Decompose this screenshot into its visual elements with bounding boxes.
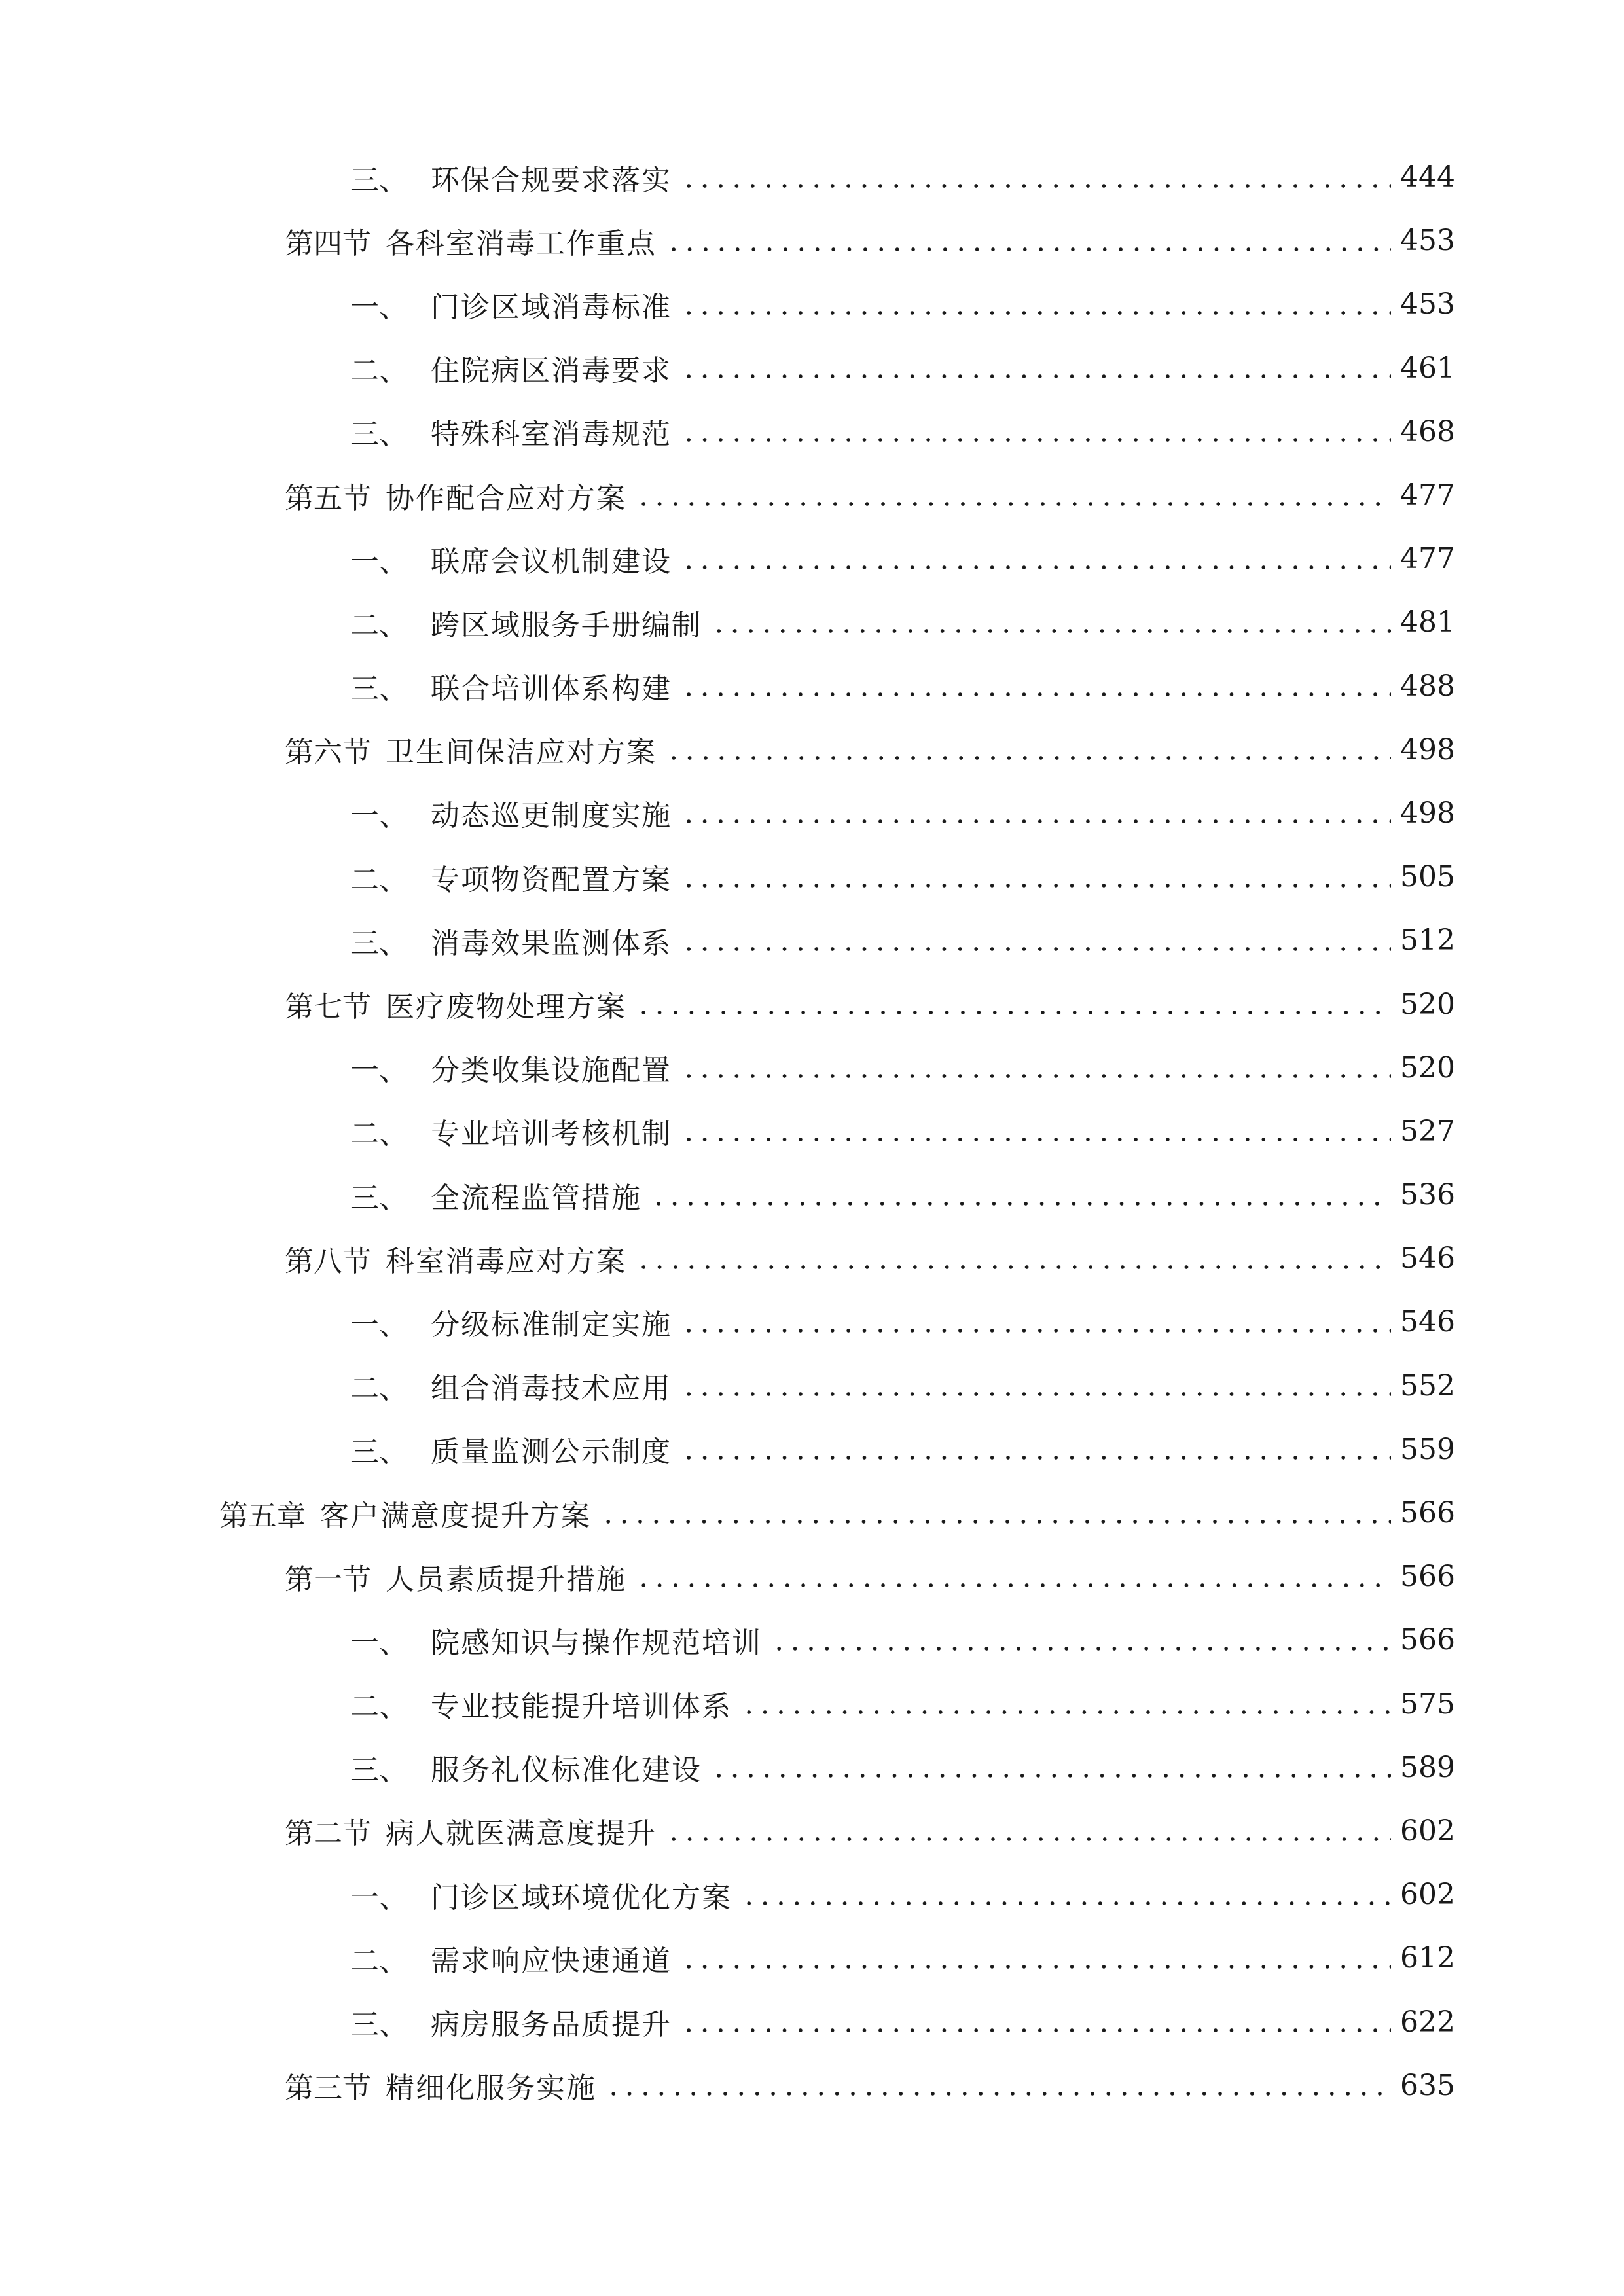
toc-entry-title: 动态巡更制度实施: [431, 799, 672, 833]
dot-leader: [636, 1244, 1391, 1273]
toc-entry-title: 医疗废物处理方案: [386, 990, 626, 1024]
toc-entry-page-number: 589: [1400, 1750, 1455, 1784]
toc-entry-page-number: 498: [1400, 796, 1455, 830]
dot-leader: [681, 863, 1391, 891]
dot-leader: [681, 926, 1391, 955]
toc-entry-page-number: 453: [1400, 224, 1455, 258]
toc-entry-number: 第七节: [285, 990, 371, 1024]
toc-entry-number: 一、: [350, 799, 408, 833]
dot-leader: [681, 1308, 1391, 1336]
dot-leader: [651, 1181, 1391, 1210]
toc-entry[interactable]: [0, 1926, 1624, 1990]
toc-entry-page-number: 468: [1400, 414, 1455, 448]
toc-entry-page-number: 520: [1400, 987, 1455, 1021]
dot-leader: [636, 481, 1391, 510]
toc-entry[interactable]: [0, 718, 1624, 781]
toc-entry-number: 第五节: [285, 481, 371, 515]
toc-entry-page-number: 612: [1400, 1941, 1455, 1975]
toc-entry-title: 组合消毒技术应用: [431, 1372, 672, 1406]
toc-entry-title: 卫生间保洁应对方案: [386, 736, 657, 770]
toc-entry[interactable]: [0, 527, 1624, 590]
toc-entry-number: 第五章: [219, 1499, 306, 1533]
toc-entry-title: 专项物资配置方案: [431, 863, 672, 897]
toc-entry-number: 一、: [350, 1626, 408, 1660]
toc-entry[interactable]: [0, 400, 1624, 463]
dot-leader: [681, 417, 1391, 446]
toc-entry-page-number: 527: [1400, 1114, 1455, 1148]
toc-entry[interactable]: [0, 1990, 1624, 2053]
toc-entry-page-number: 488: [1400, 669, 1455, 703]
toc-entry[interactable]: [0, 1163, 1624, 1227]
dot-leader: [681, 163, 1391, 192]
toc-entry-page-number: 566: [1400, 1560, 1455, 1594]
toc-entry-page-number: 520: [1400, 1050, 1455, 1085]
toc-entry-page-number: 481: [1400, 605, 1455, 639]
toc-entry-page-number: 602: [1400, 1814, 1455, 1848]
toc-entry-number: 一、: [350, 1308, 408, 1342]
toc-entry-page-number: 453: [1400, 287, 1455, 321]
toc-entry-page-number: 477: [1400, 478, 1455, 512]
toc-entry-page-number: 512: [1400, 924, 1455, 958]
dot-leader: [666, 226, 1391, 255]
dot-leader: [681, 290, 1391, 319]
toc-entry-title: 协作配合应对方案: [386, 481, 626, 515]
toc-entry-page-number: 635: [1400, 2068, 1455, 2102]
toc-entry-page-number: 505: [1400, 860, 1455, 894]
toc-entry-title: 门诊区域环境优化方案: [431, 1880, 732, 1914]
toc-entry-page-number: 477: [1400, 542, 1455, 576]
toc-entry[interactable]: [0, 1863, 1624, 1926]
dot-leader: [681, 1053, 1391, 1082]
toc-entry-page-number: 546: [1400, 1305, 1455, 1339]
toc-entry[interactable]: [0, 336, 1624, 400]
toc-entry-number: 第六节: [285, 736, 371, 770]
table-of-contents: [0, 145, 1624, 2117]
toc-entry-title: 精细化服务实施: [386, 2072, 596, 2106]
dot-leader: [600, 1499, 1391, 1528]
toc-entry-title: 专业技能提升培训体系: [431, 1690, 732, 1724]
dot-leader: [681, 353, 1391, 382]
toc-entry-title: 特殊科室消毒规范: [431, 418, 672, 452]
dot-leader: [681, 672, 1391, 700]
dot-leader: [741, 1880, 1391, 1909]
dot-leader: [681, 798, 1391, 827]
toc-entry-number: 二、: [350, 1117, 408, 1151]
toc-entry[interactable]: [0, 1736, 1624, 1799]
toc-entry-number: 二、: [350, 1372, 408, 1406]
toc-entry[interactable]: [0, 655, 1624, 718]
toc-entry-page-number: 602: [1400, 1878, 1455, 1912]
toc-entry-page-number: 622: [1400, 2005, 1455, 2039]
dot-leader: [666, 1816, 1391, 1845]
dot-leader: [636, 1562, 1391, 1591]
toc-entry[interactable]: [0, 845, 1624, 908]
toc-entry-number: 三、: [350, 1753, 408, 1787]
toc-entry-page-number: 498: [1400, 732, 1455, 766]
toc-entry[interactable]: [0, 1036, 1624, 1100]
toc-entry-title: 服务礼仪标准化建设: [431, 1753, 702, 1787]
toc-entry-page-number: 575: [1400, 1687, 1455, 1721]
toc-entry-number: 第八节: [285, 1244, 371, 1278]
toc-entry[interactable]: [0, 209, 1624, 272]
toc-entry-title: 科室消毒应对方案: [386, 1244, 626, 1278]
toc-entry-page-number: 566: [1400, 1496, 1455, 1530]
toc-entry-number: 三、: [350, 672, 408, 706]
toc-entry-title: 分级标准制定实施: [431, 1308, 672, 1342]
toc-entry-page-number: 559: [1400, 1432, 1455, 1466]
toc-entry[interactable]: [0, 463, 1624, 527]
toc-entry[interactable]: [0, 1418, 1624, 1481]
toc-entry-title: 专业培训考核机制: [431, 1117, 672, 1151]
toc-entry-title: 病人就医满意度提升: [386, 1817, 657, 1851]
toc-entry-number: 三、: [350, 418, 408, 452]
toc-entry[interactable]: [0, 272, 1624, 336]
dot-leader: [741, 1689, 1391, 1718]
toc-entry[interactable]: [0, 1608, 1624, 1672]
toc-entry[interactable]: [0, 972, 1624, 1035]
toc-entry-title: 全流程监管措施: [431, 1181, 641, 1215]
toc-entry[interactable]: [0, 1100, 1624, 1163]
toc-entry-number: 三、: [350, 163, 408, 197]
toc-entry-number: 第二节: [285, 1817, 371, 1851]
toc-entry[interactable]: [0, 590, 1624, 654]
toc-entry-title: 门诊区域消毒标准: [431, 290, 672, 324]
dot-leader: [681, 1944, 1391, 1973]
dot-leader: [681, 1371, 1391, 1400]
toc-entry[interactable]: [0, 781, 1624, 845]
dot-leader: [771, 1626, 1391, 1655]
toc-entry-title: 住院病区消毒要求: [431, 354, 672, 388]
toc-entry-page-number: 552: [1400, 1369, 1455, 1403]
toc-entry[interactable]: [0, 1290, 1624, 1354]
toc-entry-number: 三、: [350, 2008, 408, 2042]
toc-entry[interactable]: [0, 145, 1624, 209]
toc-entry-title: 跨区域服务手册编制: [431, 608, 702, 642]
toc-entry-page-number: 546: [1400, 1242, 1455, 1276]
toc-entry-title: 病房服务品质提升: [431, 2008, 672, 2042]
toc-entry-title: 分类收集设施配置: [431, 1054, 672, 1088]
dot-leader: [681, 2007, 1391, 2036]
toc-entry[interactable]: [0, 1227, 1624, 1290]
toc-entry-number: 第三节: [285, 2072, 371, 2106]
toc-entry-number: 第四节: [285, 226, 371, 260]
toc-entry-page-number: 444: [1400, 160, 1455, 194]
toc-entry-number: 三、: [350, 926, 408, 960]
toc-entry-page-number: 461: [1400, 351, 1455, 385]
toc-entry-page-number: 536: [1400, 1178, 1455, 1212]
toc-entry-title: 各科室消毒工作重点: [386, 226, 657, 260]
toc-entry[interactable]: [0, 1672, 1624, 1736]
toc-entry[interactable]: [0, 1481, 1624, 1545]
toc-entry-title: 联合培训体系构建: [431, 672, 672, 706]
toc-entry[interactable]: [0, 908, 1624, 972]
toc-entry-number: 三、: [350, 1181, 408, 1215]
dot-leader: [681, 1435, 1391, 1463]
toc-entry-title: 消毒效果监测体系: [431, 926, 672, 960]
toc-entry-title: 客户满意度提升方案: [320, 1499, 591, 1533]
dot-leader: [681, 545, 1391, 573]
toc-entry-title: 联席会议机制建设: [431, 545, 672, 579]
dot-leader: [605, 2071, 1391, 2100]
toc-entry-number: 二、: [350, 354, 408, 388]
toc-entry-page-number: 566: [1400, 1623, 1455, 1657]
toc-entry-number: 一、: [350, 1054, 408, 1088]
toc-entry-number: 一、: [350, 290, 408, 324]
toc-entry-number: 二、: [350, 863, 408, 897]
dot-leader: [681, 1117, 1391, 1145]
toc-entry-title: 需求响应快速通道: [431, 1944, 672, 1978]
dot-leader: [636, 990, 1391, 1018]
toc-entry-title: 环保合规要求落实: [431, 163, 672, 197]
toc-entry-number: 一、: [350, 545, 408, 579]
toc-entry-number: 三、: [350, 1435, 408, 1469]
toc-entry-number: 二、: [350, 1690, 408, 1724]
dot-leader: [711, 1753, 1391, 1782]
toc-entry-number: 一、: [350, 1880, 408, 1914]
toc-entry[interactable]: [0, 1799, 1624, 1863]
toc-entry-title: 院感知识与操作规范培训: [431, 1626, 762, 1660]
dot-leader: [711, 608, 1391, 637]
toc-entry-number: 第一节: [285, 1562, 371, 1596]
toc-entry[interactable]: [0, 1545, 1624, 1608]
toc-entry[interactable]: [0, 1354, 1624, 1418]
toc-entry[interactable]: [0, 2054, 1624, 2117]
toc-entry-title: 人员素质提升措施: [386, 1562, 626, 1596]
dot-leader: [666, 735, 1391, 764]
toc-entry-title: 质量监测公示制度: [431, 1435, 672, 1469]
toc-entry-number: 二、: [350, 1944, 408, 1978]
toc-entry-number: 二、: [350, 608, 408, 642]
